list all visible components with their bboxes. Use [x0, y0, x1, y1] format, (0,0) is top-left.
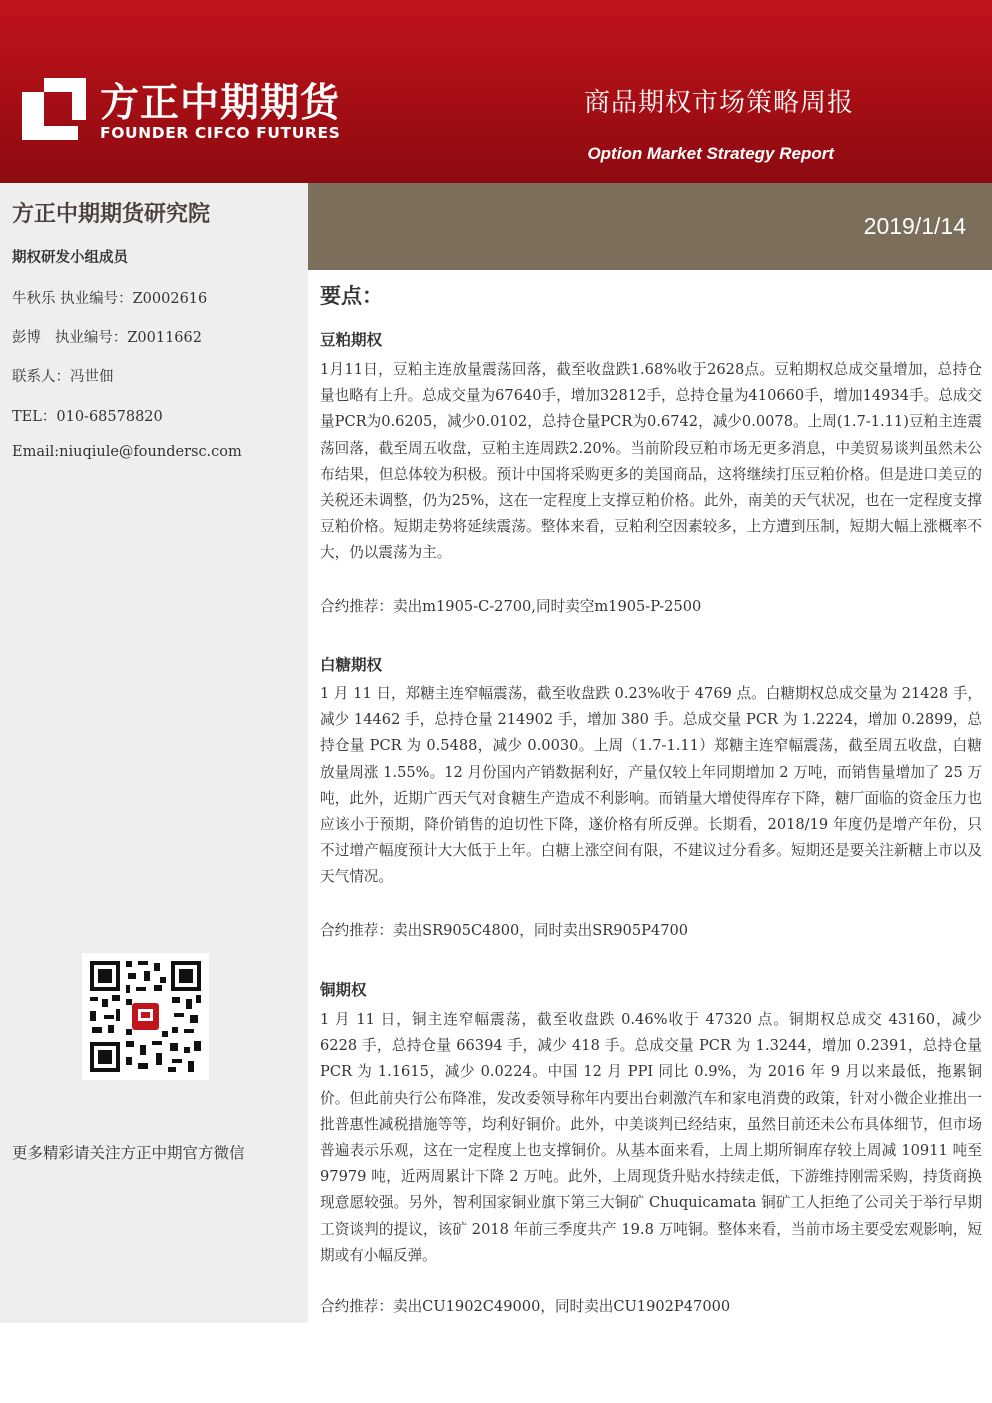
section-title-sugar: 白糖期权	[320, 656, 383, 674]
date-band	[308, 183, 992, 270]
founder-logo-icon	[22, 78, 86, 140]
follow-wechat-text: 更多精彩请关注方正中期官方微信	[12, 1144, 245, 1162]
report-date: 2019/1/14	[863, 213, 966, 239]
logo-text-cn: 方正中期期货	[100, 81, 341, 126]
report-title-en: Option Market Strategy Report	[587, 144, 834, 163]
section-title-copper: 铜期权	[320, 981, 367, 999]
logo-text-en: FOUNDER CIFCO FUTURES	[100, 124, 341, 142]
report-title-cn: 商品期权市场策略周报	[583, 88, 854, 118]
wechat-qr-code-icon	[82, 953, 209, 1080]
contact-person: 联系人：冯世佃	[12, 369, 114, 385]
recommendation-copper: 合约推荐：卖出CU1902C49000，同时卖出CU1902P47000	[320, 1298, 731, 1315]
recommendation-sugar: 合约推荐：卖出SR905C4800，同时卖出SR905P4700	[320, 922, 689, 939]
keypoints-title: 要点：	[320, 284, 383, 308]
institute-name: 方正中期期货研究院	[12, 202, 211, 227]
section-body-copper: 1 月 11 日，铜主连窄幅震荡，截至收盘跌 0.46%收于 47320 点。铜期权总成交 43160，减少 6228 手，总持仓量 66394 手，减少 418 手。总成交量 PCR 为 1.3244，增加 0.2391，总持仓量 PCR 为 1.1615，减少 0.0224。中国 12 月 PPI 同比 0.9%，为 2016 年 9 月以来最低，拖累铜价。但此前央行公布降准，发改委领导称年内要出台刺激汽车和家电消费的政策，针对小微企业推出一批普惠性减税措施等等，均利好铜价。此外，中美谈判已经结束，虽然目前还未公布具体细节，但市场普遍表示乐观，这在一定程度上也支撑铜价。从基本面来看，上周上期所铜库存较上周减 10911 吨至 97979 吨，近两周累计下降 2 万吨。此外，上周现货升贴水持续走低，下游维持刚需采购，持货商换现意愿较强。另外，智利国家铜业旗下第三大铜矿 Chuquicamata 铜矿工人拒绝了公司关于举行早期工资谈判的提议，该矿 2018 年前三季度共产 19.8 万吨铜。整体来看，当前市场主要受宏观影响，短期或有小幅反弹。	[320, 1011, 982, 1264]
header-banner	[0, 0, 992, 183]
team-label: 期权研发小组成员	[12, 250, 128, 266]
section-body-sugar: 1 月 11 日，郑糖主连窄幅震荡，截至收盘跌 0.23%收于 4769 点。白糖期权总成交量为 21428 手，减少 14462 手，总持仓量 214902 手，增加 380 手。总成交量 PCR 为 1.2224，增加 0.2899，总持仓量 PCR 为 0.5488，减少 0.0030。上周（1.7-1.11）郑糖主连窄幅震荡，截至周五收盘，白糖放量周涨 1.55%。12 月份国内产销数据利好，产量仅较上年同期增加 2 万吨，而销售量增加了 25 万吨，此外，近期广西天气对食糖生产造成不利影响。而销量大增使得库存下降，糖厂面临的资金压力也应该小于预期，降价销售的迫切性下降，遂价格有所反弹。长期看，2018/19 年度仍是增产年份，只不过增产幅度预计大大低于上年。白糖上涨空间有限，不建议过分看多。短期还是要关注新糖上市以及天气情况。	[320, 685, 982, 886]
recommendation-soymeal: 合约推荐：卖出m1905-C-2700,同时卖空m1905-P-2500	[320, 598, 702, 615]
section-title-soymeal: 豆粕期权	[320, 331, 383, 349]
email-address: Email:niuqiule@foundersc.com	[12, 444, 242, 460]
telephone: TEL：010-68578820	[12, 409, 163, 425]
section-body-soymeal: 1月11日，豆粕主连放量震荡回落，截至收盘跌1.68%收于2628点。豆粕期权总成交量增加，总持仓量也略有上升。总成交量为67640手，增加32812手，总持仓量为410660手，增加14934手。总成交量PCR为0.6205，减少0.0102，总持仓量PCR为0.6742，减少0.0078。上周(1.7-1.11)豆粕主连震荡回落，截至周五收盘，豆粕主连周跌2.20%。当前阶段豆粕市场无更多消息，中美贸易谈判虽然未公布结果，但总体较为积极。预计中国将采购更多的美国商品，这将继续打压豆粕价格。但是进口美豆的关税还未调整，仍为25%，这在一定程度上支撑豆粕价格。此外，南美的天气状况，也在一定程度支撑豆粕价格。短期走势将延续震荡。整体来看，豆粕利空因素较多，上方遭到压制，短期大幅上涨概率不大，仍以震荡为主。	[320, 361, 982, 562]
member-1: 牛秋乐 执业编号：Z0002616	[12, 291, 208, 307]
member-2: 彭博 执业编号：Z0011662	[12, 330, 202, 346]
